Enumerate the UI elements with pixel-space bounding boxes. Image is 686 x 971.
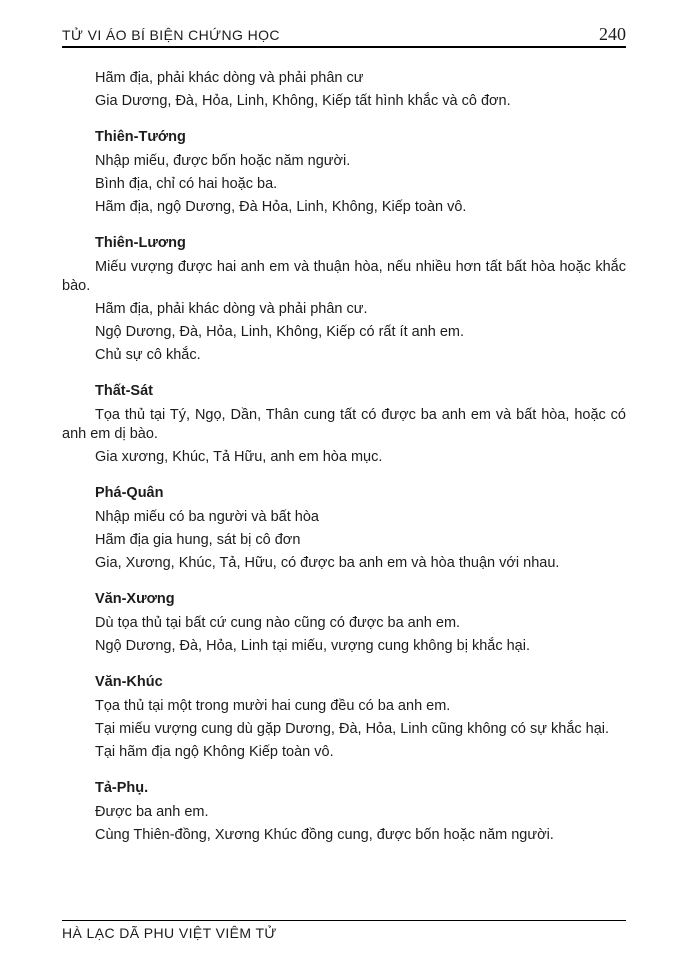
section-pha-quan: [62, 484, 626, 573]
paragraph: Gia Dương, Đà, Hỏa, Linh, Không, Kiếp tất hình khắc và cô đơn.: [95, 93, 511, 109]
paragraph: Nhập miếu có ba người và bất hòa: [95, 509, 319, 525]
section-heading: Văn-Khúc: [95, 674, 163, 690]
paragraph: Gia xương, Khúc, Tả Hữu, anh em hòa mục.: [95, 449, 383, 465]
paragraph: Tại miếu vượng cung dù gặp Dương, Đà, Hỏa, Linh cũng không có sự khắc hại.: [95, 721, 610, 737]
section-heading: Phá-Quân: [95, 485, 164, 501]
section-thien-luong: [62, 234, 626, 365]
paragraph: Nhập miếu, được bốn hoặc năm người.: [95, 153, 351, 169]
section-heading: Văn-Xương: [95, 591, 175, 607]
paragraph: Tọa thủ tại một trong mười hai cung đều có ba anh em.: [95, 698, 451, 714]
paragraph: Hãm địa, ngộ Dương, Đà Hỏa, Linh, Không, Kiếp toàn vô.: [95, 199, 467, 215]
paragraph: Hãm địa, phải khác dòng và phải phân cư.: [95, 301, 368, 317]
section-heading: Thất-Sát: [95, 383, 153, 399]
section-heading: Thiên-Tướng: [95, 129, 186, 145]
page-number: 240: [599, 24, 626, 44]
paragraph: Gia, Xương, Khúc, Tả, Hữu, có được ba anh em và hòa thuận với nhau.: [95, 555, 560, 571]
section-van-khuc: [62, 673, 626, 762]
paragraph: Ngộ Dương, Đà, Hỏa, Linh, Không, Kiếp có rất ít anh em.: [95, 324, 465, 340]
paragraph: Hãm địa gia hung, sát bị cô đơn: [95, 532, 301, 548]
page-header: [62, 25, 626, 48]
section-thien-tuong: [62, 128, 626, 217]
running-title: TỬ VI ÁO BÍ BIỆN CHỨNG HỌC: [62, 27, 280, 43]
paragraph: Cùng Thiên-đồng, Xương Khúc đồng cung, được bốn hoặc năm người.: [95, 827, 554, 843]
section-ta-phu: [62, 779, 626, 845]
document-body: [62, 48, 626, 849]
page-footer: [62, 920, 626, 943]
paragraph: Tọa thủ tại Tý, Ngọ, Dần, Thân cung tất có được ba anh em và bất hòa, hoặc có anh em dị bào.: [62, 407, 626, 442]
paragraph: Tại hãm địa ngộ Không Kiếp toàn vô.: [95, 744, 334, 760]
paragraph: Hãm địa, phải khác dòng và phải phân cư: [95, 70, 364, 86]
section-that-sat: [62, 382, 626, 467]
section-heading: Thiên-Lương: [95, 235, 186, 251]
footer-text: HÀ LẠC DÃ PHU VIỆT VIÊM TỬ: [62, 925, 277, 941]
section-van-xuong: [62, 590, 626, 656]
paragraph: Ngộ Dương, Đà, Hỏa, Linh tại miếu, vượng cung không bị khắc hại.: [95, 638, 530, 654]
paragraph: Dù tọa thủ tại bất cứ cung nào cũng có được ba anh em.: [95, 615, 461, 631]
section-heading: Tả-Phụ.: [95, 780, 149, 796]
paragraph: Bình địa, chỉ có hai hoặc ba.: [95, 176, 278, 192]
paragraph: Miếu vượng được hai anh em và thuận hòa, nếu nhiều hơn tất bất hòa hoặc khắc bào.: [62, 259, 626, 294]
paragraph: Được ba anh em.: [95, 804, 209, 820]
paragraph: Chủ sự cô khắc.: [95, 347, 201, 363]
